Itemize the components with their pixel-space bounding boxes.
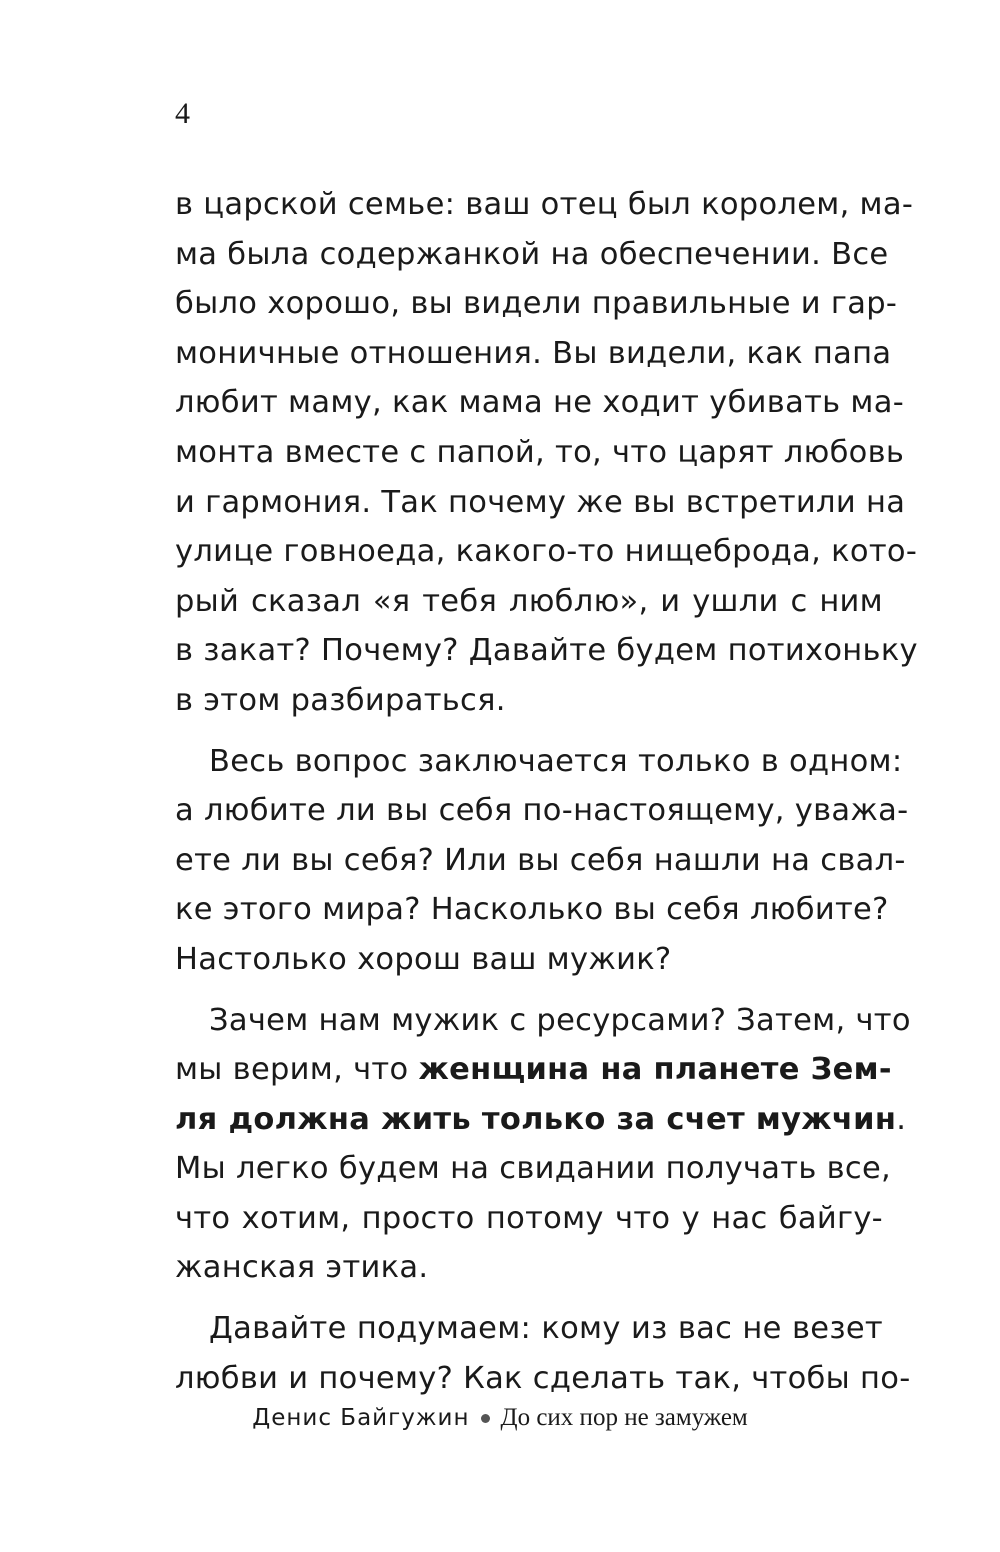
text-line: в закат? Почему? Давайте будем потихоньку [175,633,918,669]
paragraph-3 [175,996,911,1294]
bullet-separator-icon [481,1414,490,1423]
text-line [175,1045,892,1095]
text-line: жанская этика. [175,1250,429,1286]
text-line: любит маму, как мама не ходит убивать ма- [175,385,905,421]
text-line [175,1095,907,1145]
running-footer [0,1404,1000,1432]
text-line: Зачем нам мужик с ресурсами? Затем, что [209,1002,911,1038]
text-line: ке этого мира? Насколько вы себя любите? [175,892,889,928]
text-line: Давайте подумаем: кому из вас не везет [209,1311,883,1347]
footer-book-title: До сих пор не замужем [500,1404,748,1431]
text-line: рый сказал «я тебя люблю», и ушли с ним [175,583,883,619]
text-line: Мы легко будем на свидании получать все, [175,1151,892,1187]
text-line: в этом разбираться. [175,682,506,718]
bold-emphasis: ля должна жить только за счет мужчин [175,1101,897,1137]
text-line: монта вместе с папой, то, что царят любовь [175,434,905,470]
text-line: а любите ли вы себя по-настоящему, уважа- [175,793,909,829]
paragraph-4 [175,1304,911,1403]
paragraph-1 [175,180,918,726]
text-run: мы верим, что [175,1052,419,1088]
bold-emphasis: женщина на планете Зем- [418,1052,892,1088]
text-line: любви и почему? Как сделать так, чтобы по- [175,1360,911,1396]
text-run: . [896,1101,907,1137]
text-line: в царской семье: ваш отец был королем, ма- [175,187,914,222]
body-text [175,180,918,1403]
page-number: 4 [175,97,190,130]
text-line: улице говноеда, какого-то нищеброда, кото- [175,534,918,570]
paragraph-2 [175,737,909,985]
text-line: было хорошо, вы видели правильные и гар- [175,286,898,322]
text-line: Весь вопрос заключается только в одном: [209,743,903,779]
text-line: Настолько хорош ваш мужик? [175,941,672,977]
text-line: моничные отношения. Вы видели, как папа [175,335,892,371]
text-line: и гармония. Так почему же вы встретили на [175,484,906,520]
text-line: что хотим, просто потому что у нас байгу- [175,1200,883,1236]
footer-author: Денис Байгужин [252,1405,470,1431]
text-line: ете ли вы себя? Или вы себя нашли на свал- [175,842,906,878]
text-line: ма была содержанкой на обеспечении. Все [175,236,889,272]
